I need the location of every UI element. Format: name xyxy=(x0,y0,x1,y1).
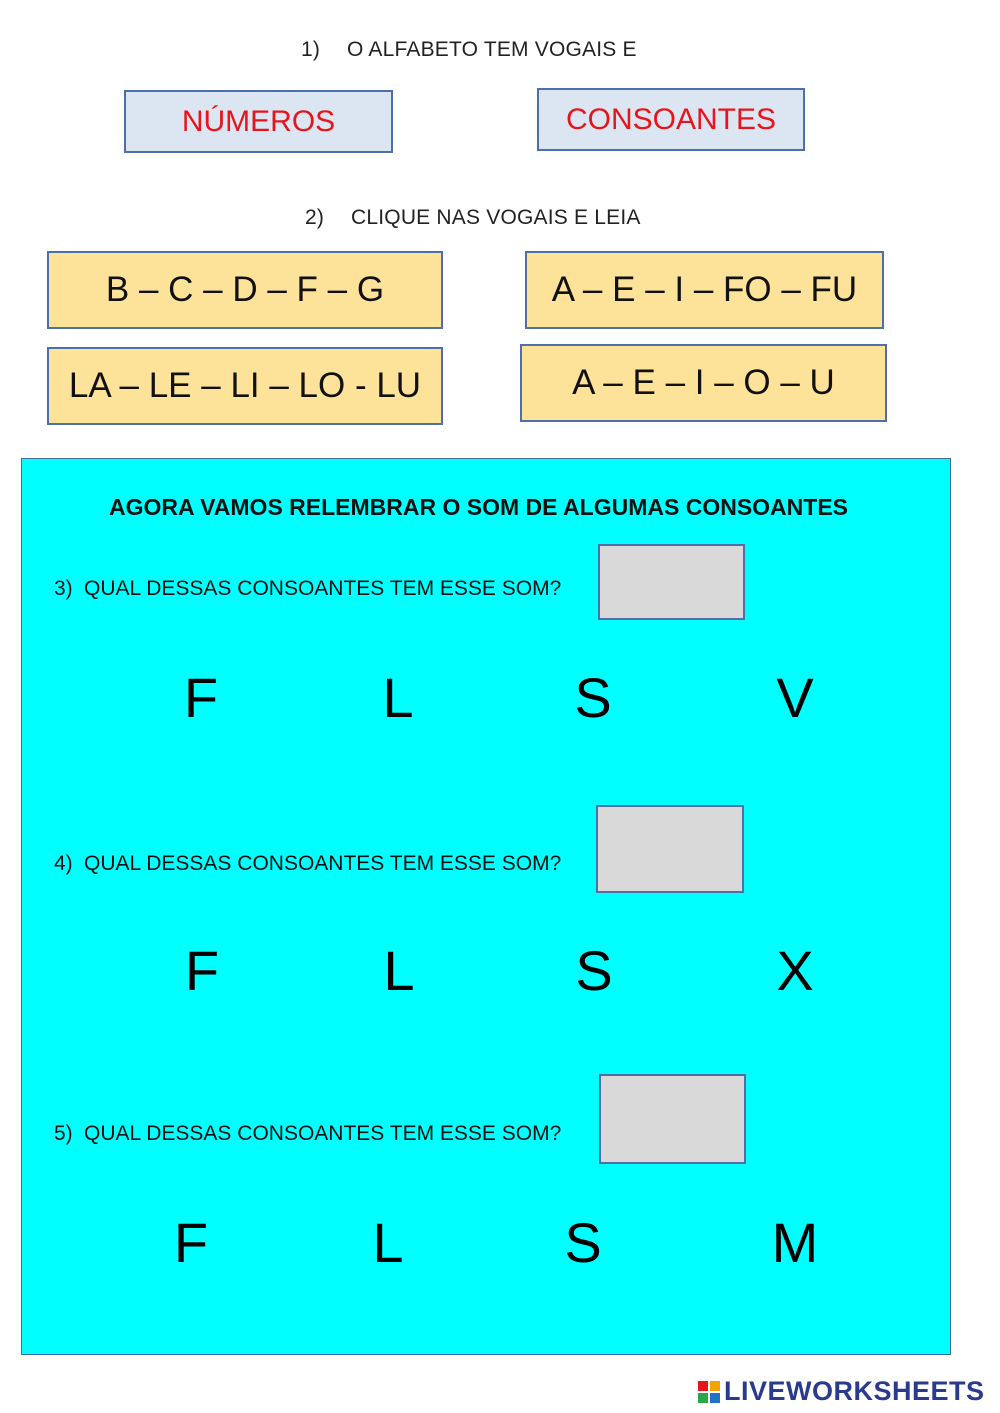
option-aeiou-label: A – E – I – O – U xyxy=(572,363,835,402)
liveworksheets-logo xyxy=(698,1376,985,1407)
question-5-letter-l[interactable]: L xyxy=(372,1211,404,1274)
question-3-audio-button[interactable] xyxy=(598,544,745,620)
question-2-heading xyxy=(305,206,641,230)
question-3-letter-v[interactable]: V xyxy=(776,666,814,729)
question-4-text xyxy=(54,852,561,876)
liveworksheets-logo-icon xyxy=(698,1381,720,1403)
question-1-number: 1) xyxy=(301,38,321,61)
question-4-letter-l[interactable]: L xyxy=(383,939,415,1002)
option-bcdfg-label: B – C – D – F – G xyxy=(105,270,385,309)
question-4-number: 4) xyxy=(54,852,73,875)
question-3-text xyxy=(54,577,561,601)
liveworksheets-logo-text: LIVEWORKSHEETS xyxy=(724,1376,985,1406)
question-5-letter-s[interactable]: S xyxy=(564,1211,602,1274)
question-3-letter-f[interactable]: F xyxy=(183,666,219,729)
option-consoantes-label: CONSOANTES xyxy=(565,102,777,136)
question-5-letter-m[interactable]: M xyxy=(771,1211,819,1274)
question-4-label: QUAL DESSAS CONSOANTES TEM ESSE SOM? xyxy=(84,852,562,875)
option-numeros-label: NÚMEROS xyxy=(181,104,336,138)
question-5-letter-f[interactable]: F xyxy=(173,1211,209,1274)
question-2-number: 2) xyxy=(305,206,325,229)
question-3-letter-s[interactable]: S xyxy=(574,666,612,729)
question-4-letter-f[interactable]: F xyxy=(184,939,220,1002)
option-aeifofu[interactable] xyxy=(525,251,884,329)
option-bcdfg[interactable] xyxy=(47,251,443,329)
option-numeros[interactable] xyxy=(124,90,393,153)
question-4-letter-s[interactable]: S xyxy=(575,939,613,1002)
question-1-heading xyxy=(301,38,637,62)
option-aeiou[interactable] xyxy=(520,344,887,422)
option-consoantes[interactable] xyxy=(537,88,805,151)
question-5-number: 5) xyxy=(54,1122,73,1145)
question-3-number: 3) xyxy=(54,577,73,600)
panel-title: AGORA VAMOS RELEMBRAR O SOM DE ALGUMAS CONSOANTES xyxy=(109,494,848,520)
option-aeifofu-label: A – E – I – FO – FU xyxy=(551,270,858,309)
question-4-audio-button[interactable] xyxy=(596,805,744,893)
question-3-letter-l[interactable]: L xyxy=(382,666,414,729)
option-la-le-li-lo-lu-label: LA – LE – LI – LO - LU xyxy=(68,366,422,405)
option-la-le-li-lo-lu[interactable] xyxy=(47,347,443,425)
question-3-label: QUAL DESSAS CONSOANTES TEM ESSE SOM? xyxy=(84,577,562,600)
question-4-letter-x[interactable]: X xyxy=(776,939,814,1002)
question-5-label: QUAL DESSAS CONSOANTES TEM ESSE SOM? xyxy=(84,1122,562,1145)
question-5-text xyxy=(54,1122,561,1146)
question-2-text: CLIQUE NAS VOGAIS E LEIA xyxy=(351,206,641,229)
question-1-text: O ALFABETO TEM VOGAIS E xyxy=(347,38,637,61)
question-5-audio-button[interactable] xyxy=(599,1074,746,1164)
